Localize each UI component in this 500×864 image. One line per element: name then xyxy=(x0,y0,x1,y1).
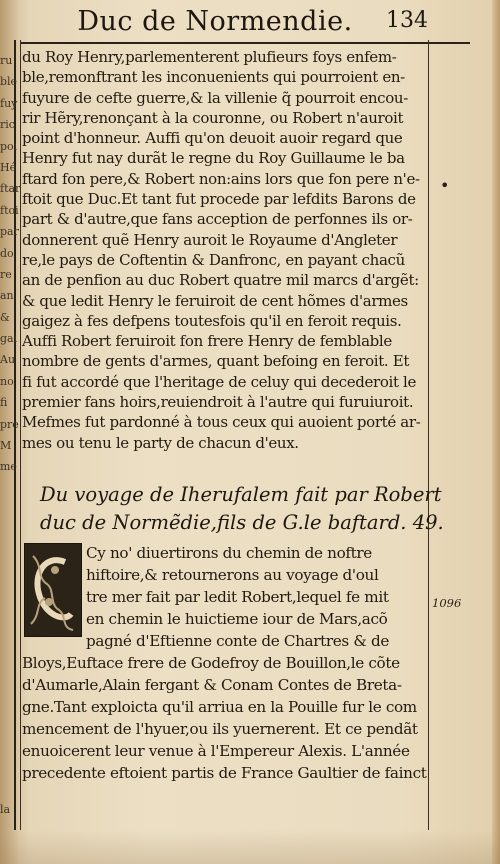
margin-fragment: me xyxy=(0,460,17,474)
text-line: ftard fon pere,& Robert non:ains lors que fon pere n'e- xyxy=(22,169,420,188)
text-line: hiftoire,& retournerons au voyage d'oul xyxy=(86,566,379,584)
text-line: enuoicerent leur venue à l'Empereur Alexis. L'année xyxy=(22,742,410,760)
text-line: pagné d'Eftienne conte de Chartres & de xyxy=(86,632,390,650)
margin-fragment: fuy xyxy=(0,96,18,110)
margin-fragment xyxy=(0,735,16,756)
chapter-heading-line-2 xyxy=(40,509,444,537)
page-shadow xyxy=(0,830,500,864)
chapter-heading-text: duc de Normẽdie,fils de G.le baftard. xyxy=(40,511,407,534)
text-line: ble,remonftrant les inconuenients qui pourroient en- xyxy=(22,68,405,87)
margin-fragment: & xyxy=(0,310,10,324)
text-line: & que ledit Henry le feruiroit de cent hõmes d'armes xyxy=(22,291,408,310)
text-line: d'Aumarle,Alain fergant & Conam Contes de Breta- xyxy=(22,676,402,694)
text-line: du Roy Henry,parlementerent plufieurs foys enfem- xyxy=(22,48,397,66)
header-rule xyxy=(20,42,470,44)
margin-fragment xyxy=(0,478,16,499)
margin-fragment: ric xyxy=(0,118,15,132)
margin-fragment: no xyxy=(0,374,14,388)
margin-fragment xyxy=(0,585,16,606)
chapter-heading-line-1: Du voyage de Iherufalem fait par Robert xyxy=(40,483,442,506)
margin-fragment: la xyxy=(0,802,11,816)
text-line: tre mer fait par ledit Robert,lequel fe mit xyxy=(86,588,389,606)
text-line: part & d'autre,que fans acception de perfonnes ils or- xyxy=(22,210,413,229)
page-edge xyxy=(492,0,500,864)
text-line: fi fut accordé que l'heritage de celuy qui decederoit le xyxy=(22,372,417,391)
text-line: en chemin le huictieme iour de Mars,acõ xyxy=(86,610,388,628)
margin-fragment: Hé xyxy=(0,160,17,174)
margin-fragment: M xyxy=(0,439,12,453)
text-line: point d'honneur. Auffi qu'on deuoit auoir regard que xyxy=(22,129,403,148)
running-title: Duc de Normendie. xyxy=(77,6,353,37)
margin-fragment xyxy=(0,670,16,691)
margin-fragment xyxy=(0,649,16,670)
text-line: Henry fut nay durãt le regne du Roy Guillaume le ba xyxy=(22,149,405,168)
margin-fragment xyxy=(0,713,16,734)
margin-fragment xyxy=(0,606,16,627)
text-line: re,le pays de Coftentin & Danfronc, en payant chacũ xyxy=(22,250,405,269)
margin-fragment xyxy=(0,628,16,649)
margin-fragment: poi xyxy=(0,139,18,153)
text-line: mencement de l'hyuer,ou ils yuernerent. Et ce pendãt xyxy=(22,720,418,738)
margin-fragment xyxy=(0,692,16,713)
margin-fragment: ru xyxy=(0,54,13,67)
text-line: donnerent quẽ Henry auroit le Royaume d'Angleter xyxy=(22,230,398,249)
margin-fragment xyxy=(0,542,16,563)
text-line: precedente eftoient partis de France Gaultier de fainct xyxy=(22,764,427,782)
margin-fragment: pre xyxy=(0,417,19,431)
text-line: mes ou tenu le party de chacun d'eux. xyxy=(22,433,299,452)
margin-fragment: do xyxy=(0,246,14,260)
margin-fragment: re xyxy=(0,267,12,281)
text-line: Cy no' diuertirons du chemin de noftre xyxy=(86,544,372,562)
text-line: rir Hẽry,renonçant à la couronne, ou Robert n'auroit xyxy=(22,108,404,127)
text-line: fuyure de cefte guerre,& la villenie q̃ pourroit encou- xyxy=(22,88,408,107)
text-line: nombre de gents d'armes, quant befoing en feroit. Et xyxy=(22,352,410,371)
margin-fragment: gai xyxy=(0,332,18,346)
text-line: Bloys,Euftace frere de Godefroy de Bouillon,le cõte xyxy=(22,654,400,672)
margin-fragment xyxy=(0,756,16,777)
main-text-block xyxy=(22,47,430,453)
margin-fragment: ble xyxy=(0,75,18,89)
text-line: ftoit que Duc.Et tant fut procede par lefdits Barons de xyxy=(22,190,416,209)
text-line: an de penfion au duc Robert quatre mil marcs d'argẽt: xyxy=(22,271,419,290)
text-line: Auffi Robert feruiroit fon frere Henry de femblable xyxy=(22,332,392,351)
margin-fragment: an xyxy=(0,289,14,303)
text-line: gne.Tant exploicta qu'il arriua en la Pouille fur le com xyxy=(22,698,417,716)
margin-fragment: fi xyxy=(0,396,8,410)
marginal-year: 1096 xyxy=(432,596,462,610)
text-line: Mefmes fut pardonné à tous ceux qui auoient porté ar- xyxy=(22,413,421,432)
page-number: 134 xyxy=(386,8,428,33)
chapter-number: 49. xyxy=(412,511,444,534)
margin-fragment xyxy=(0,521,16,542)
text-line: gaigez à fes defpens toutesfois qu'il en feroit requis. xyxy=(22,311,402,330)
margin-fragment xyxy=(0,777,16,798)
margin-fragment xyxy=(0,499,16,520)
frame-rule-inner xyxy=(20,40,21,830)
margin-fragment: Au xyxy=(0,353,16,367)
chapter-text-block xyxy=(22,542,430,784)
facing-page-fragments xyxy=(0,50,21,820)
margin-fragment: ftoi xyxy=(0,203,19,217)
margin-fragment xyxy=(0,563,16,584)
margin-mark: • xyxy=(440,176,450,195)
text-line: premier fans hoirs,reuiendroit à l'autre qui furuiuroit. xyxy=(22,393,414,412)
margin-fragment: ftar xyxy=(0,182,21,196)
chapter-heading xyxy=(40,481,444,537)
margin-fragment: par xyxy=(0,225,19,239)
